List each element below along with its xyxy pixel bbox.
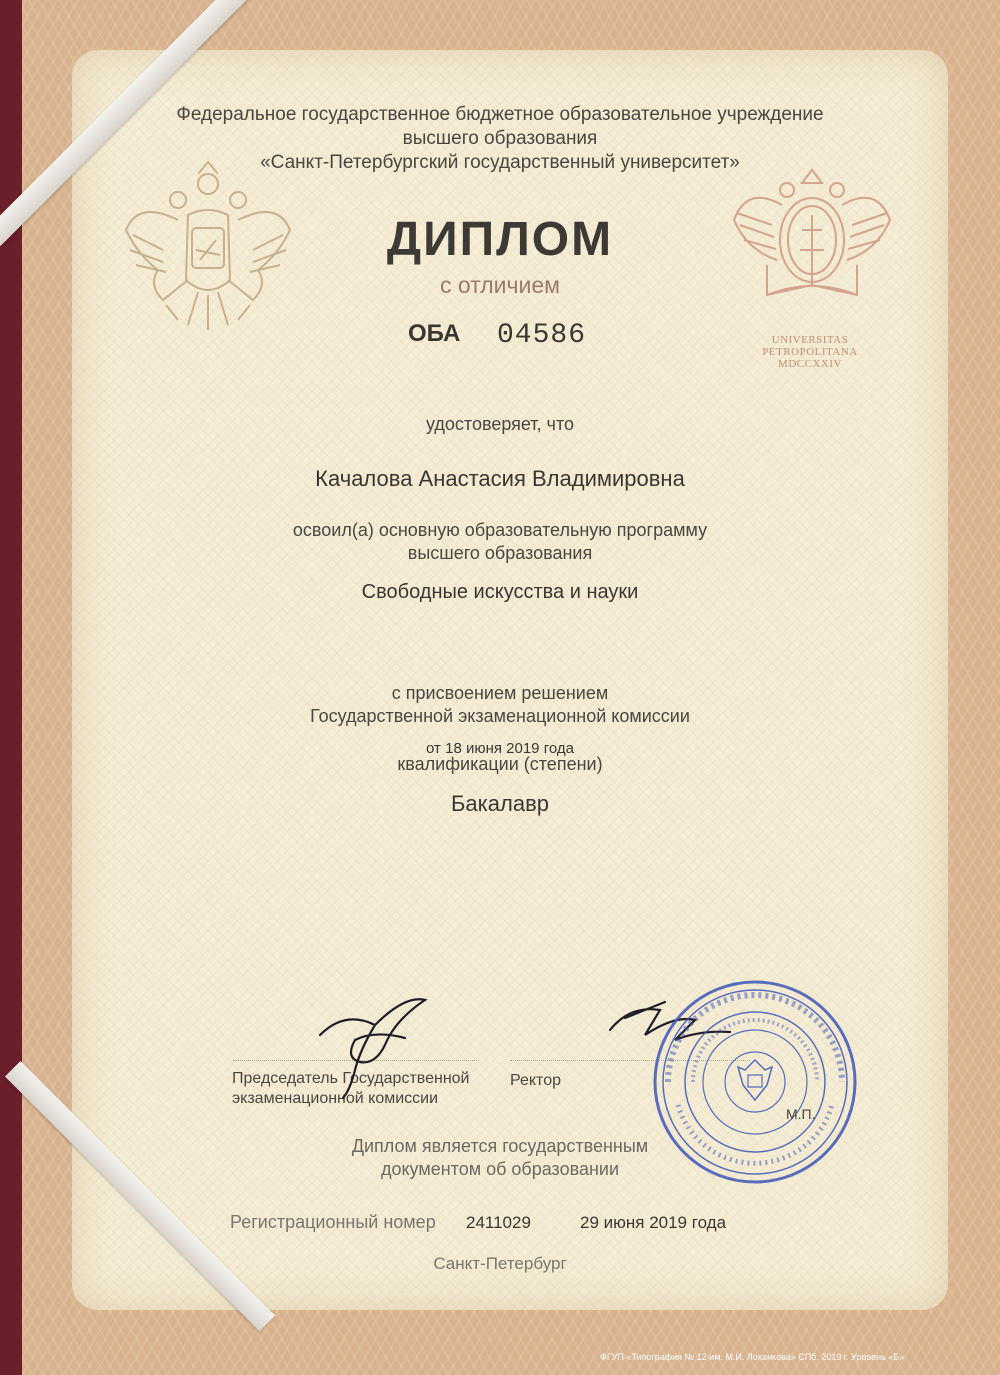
- series-code: ОБА: [408, 320, 461, 347]
- seal-place-label: М.П.: [786, 1106, 816, 1122]
- rector-label: Ректор: [510, 1072, 561, 1089]
- registration-number: 2411029: [466, 1213, 531, 1232]
- award-line-1: с присвоением решением: [391, 683, 609, 703]
- notice-line-1: Диплом является государственным: [351, 1136, 649, 1156]
- certifies-text: удостоверяет, что: [426, 414, 574, 434]
- chair-label-line-1: Председатель Государственной: [232, 1070, 470, 1087]
- chair-label-line-2: экзаменационной комиссии: [232, 1090, 439, 1107]
- header-line-2: высшего образования: [402, 128, 598, 149]
- program-name: Свободные искусства и науки: [361, 581, 639, 603]
- issue-date: 29 июня 2019 года: [580, 1213, 727, 1232]
- emblem-caption-line-2: PETROPOLITANA: [762, 346, 858, 358]
- program-line-1: освоил(а) основную образовательную программу: [292, 520, 708, 540]
- qualification-label: квалификации (степени): [397, 754, 603, 774]
- registration-label: Регистрационный номер: [230, 1212, 436, 1232]
- emblem-caption-line-3: MDCCXXIV: [778, 358, 842, 370]
- document-subtitle: с отличием: [440, 272, 560, 298]
- document-number: 04586: [497, 320, 587, 351]
- emblem-caption-line-1: UNIVERSITAS: [771, 334, 849, 346]
- decision-date: от 18 июня 2019 года: [426, 740, 574, 757]
- qualification-value: Бакалавр: [450, 791, 549, 816]
- notice-line-2: документом об образовании: [380, 1159, 620, 1179]
- document-title: ДИПЛОМ: [386, 213, 614, 266]
- chair-signature: [315, 990, 440, 1100]
- printer-line: ФГУП «Типография № 12 им. М.И. Лоханкова» СПб. 2019 г. Уровень «Б»: [600, 1352, 905, 1362]
- header-line-1: Федеральное государственное бюджетное образовательное учреждение: [176, 104, 824, 125]
- official-seal-stamp: [648, 975, 863, 1190]
- award-line-2: Государственной экзаменационной комиссии: [310, 706, 690, 726]
- program-line-2: высшего образования: [407, 543, 593, 563]
- city: Санкт-Петербург: [433, 1254, 567, 1273]
- header-line-3: «Санкт-Петербургский государственный университет»: [260, 152, 740, 173]
- university-emblem-caption: [720, 334, 900, 370]
- graduate-name: Качалова Анастасия Владимировна: [315, 466, 685, 491]
